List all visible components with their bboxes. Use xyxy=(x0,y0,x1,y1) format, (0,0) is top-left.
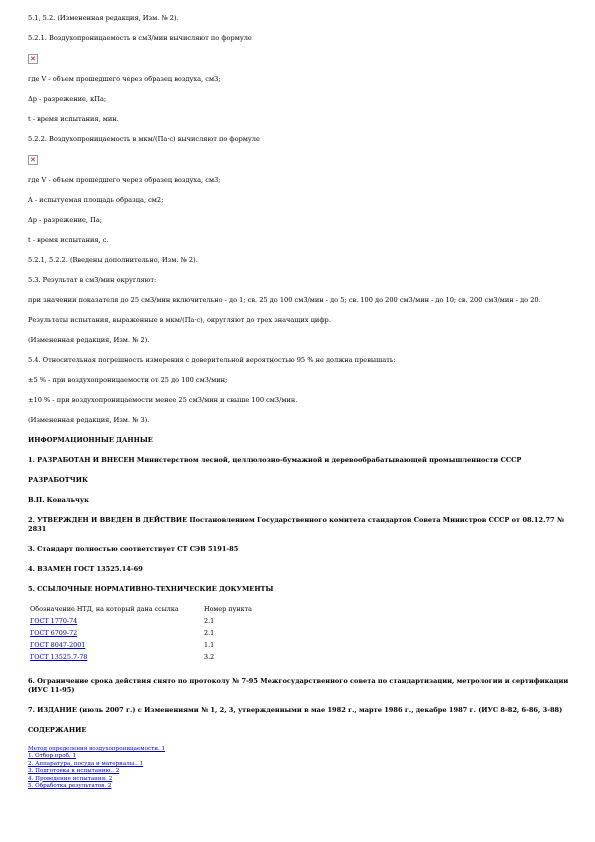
table-cell-item: 1.1 xyxy=(204,641,215,649)
toc-link[interactable]: 2. Аппаратура, посуда и материалы.. 1 xyxy=(28,760,144,767)
column-header-item: Номер пункта xyxy=(204,605,252,613)
paragraph: 5.2.1. Воздухопроницаемость в см3/мин вычисляют по формуле xyxy=(28,34,252,42)
paragraph: 5.3. Результат в см3/мин округляют: xyxy=(28,276,157,284)
paragraph: ±5 % - при воздухопроницаемости от 25 до 100 см3/мин; xyxy=(28,376,228,384)
table-cell-document[interactable] xyxy=(30,629,204,641)
paragraph-list-after-table xyxy=(28,677,573,735)
paragraph: 5.1, 5.2. (Измененная редакция, Изм. № 2). xyxy=(28,14,179,22)
table-cell-document[interactable] xyxy=(30,653,204,665)
document-link[interactable]: ГОСТ 6709-72 xyxy=(30,629,78,637)
toc-link[interactable]: Метод определения воздухопроницаемости. 1 xyxy=(28,746,166,752)
table-row xyxy=(30,653,252,665)
section-heading: 2. УТВЕРЖДЕН И ВВЕДЕН В ДЕЙСТВИЕ Постановлением Государственного комитета стандартов Совета Министров СССР от 08.12.77 № 2831 xyxy=(28,516,565,533)
paragraph: 5.4. Относительная погрешность измерения с доверительной вероятностью 95 % не должна превышать: xyxy=(28,356,396,364)
toc-link[interactable]: 1. Отбор проб. 1 xyxy=(28,753,77,760)
paragraph: (Измененная редакция, Изм. № 3). xyxy=(28,416,150,424)
broken-image-glyph: ✕ xyxy=(30,156,36,164)
section-heading: ИНФОРМАЦИОННЫЕ ДАННЫЕ xyxy=(28,436,153,444)
document-link[interactable]: ГОСТ 8047-2001 xyxy=(30,641,86,649)
paragraph: A - испытуемая площадь образца, см2; xyxy=(28,196,164,204)
paragraph: 5.2.1, 5.2.2. (Введены дополнительно, Изм. № 2). xyxy=(28,256,198,264)
table-cell-document[interactable] xyxy=(30,641,204,653)
paragraph: при значении показателя до 25 см3/мин включительно - до 1; св. 25 до 100 см3/мин - до 5; св. 100 до 200 см3/мин - до 10; св. 200 см3/мин - до 20. xyxy=(28,296,541,304)
table-cell-item: 3.2 xyxy=(204,653,215,661)
section-heading: СОДЕРЖАНИЕ xyxy=(28,726,87,734)
references-table xyxy=(30,605,252,665)
paragraph: (Измененная редакция, Изм. № 2). xyxy=(28,336,150,344)
table-row xyxy=(30,617,252,629)
document-link[interactable]: ГОСТ 13525.7-78 xyxy=(30,653,88,661)
section-heading: 7. ИЗДАНИЕ (июль 2007 г.) с Изменениями № 1, 2, 3, утвержденными в мае 1982 г., марте 1986 г., декабре 1987 г. (ИУС 8-82, 6-86, 3-88) xyxy=(28,706,563,714)
table-header-row xyxy=(30,605,252,617)
broken-image-glyph: ✕ xyxy=(30,55,36,63)
paragraph: t - время испытания, с. xyxy=(28,236,109,244)
section-heading: 4. ВЗАМЕН ГОСТ 13525.14-69 xyxy=(28,565,143,573)
document-link[interactable]: ГОСТ 1770-74 xyxy=(30,617,78,625)
document-body xyxy=(28,14,573,790)
section-heading: 6. Ограничение срока действия снято по протоколу № 7-95 Межгосударственного совета по стандартизации, метрологии и сертификации (ИУС 11-95) xyxy=(28,677,569,694)
table-cell-item: 2.1 xyxy=(204,617,215,625)
paragraph: Δp - разрежение, Па; xyxy=(28,216,103,224)
section-heading: 3. Стандарт полностью соответствует СТ СЭВ 5191-85 xyxy=(28,545,239,553)
table-of-contents xyxy=(28,746,573,790)
paragraph: Результаты испытания, выраженные в мкм/(Па·с), округляют до трех значащих цифр. xyxy=(28,316,331,324)
column-header-document: Обозначение НТД, на который дана ссылка xyxy=(30,605,179,613)
table-cell-document[interactable] xyxy=(30,617,204,629)
paragraph: где V - объем прошедшего через образец воздуха, см3; xyxy=(28,176,221,184)
toc-link[interactable]: 5. Обработка результатов. 2 xyxy=(28,783,112,790)
section-heading: РАЗРАБОТЧИК xyxy=(28,476,88,484)
paragraph-list xyxy=(28,14,573,594)
table-row xyxy=(30,629,252,641)
table-cell-item: 2.1 xyxy=(204,629,215,637)
section-heading: 5. ССЫЛОЧНЫЕ НОРМАТИВНО-ТЕХНИЧЕСКИЕ ДОКУМЕНТЫ xyxy=(28,585,274,593)
paragraph: t - время испытания, мин. xyxy=(28,115,119,123)
table-row xyxy=(30,641,252,653)
paragraph: где V - объем прошедшего через образец воздуха, см3; xyxy=(28,75,221,83)
paragraph: ±10 % - при воздухопроницаемости менее 25 см3/мин и свыше 100 см3/мин. xyxy=(28,396,298,404)
broken-image-icon xyxy=(28,155,38,165)
paragraph: 5.2.2. Воздухопроницаемость в мкм/(Па·с) вычисляют по формуле xyxy=(28,135,260,143)
toc-link[interactable]: 4. Проведение испытания. 2 xyxy=(28,775,113,782)
paragraph: Δp - разрежение, кПа; xyxy=(28,95,107,103)
toc-link[interactable]: 3. Подготовка к испытанию.. 2 xyxy=(28,768,120,775)
section-heading: 1. РАЗРАБОТАН И ВНЕСЕН Министерством лесной, целлюлозно-бумажной и деревообрабатывающей промышленности СССР xyxy=(28,456,522,464)
broken-image-icon xyxy=(28,54,38,64)
section-heading: В.П. Ковальчук xyxy=(28,496,89,504)
